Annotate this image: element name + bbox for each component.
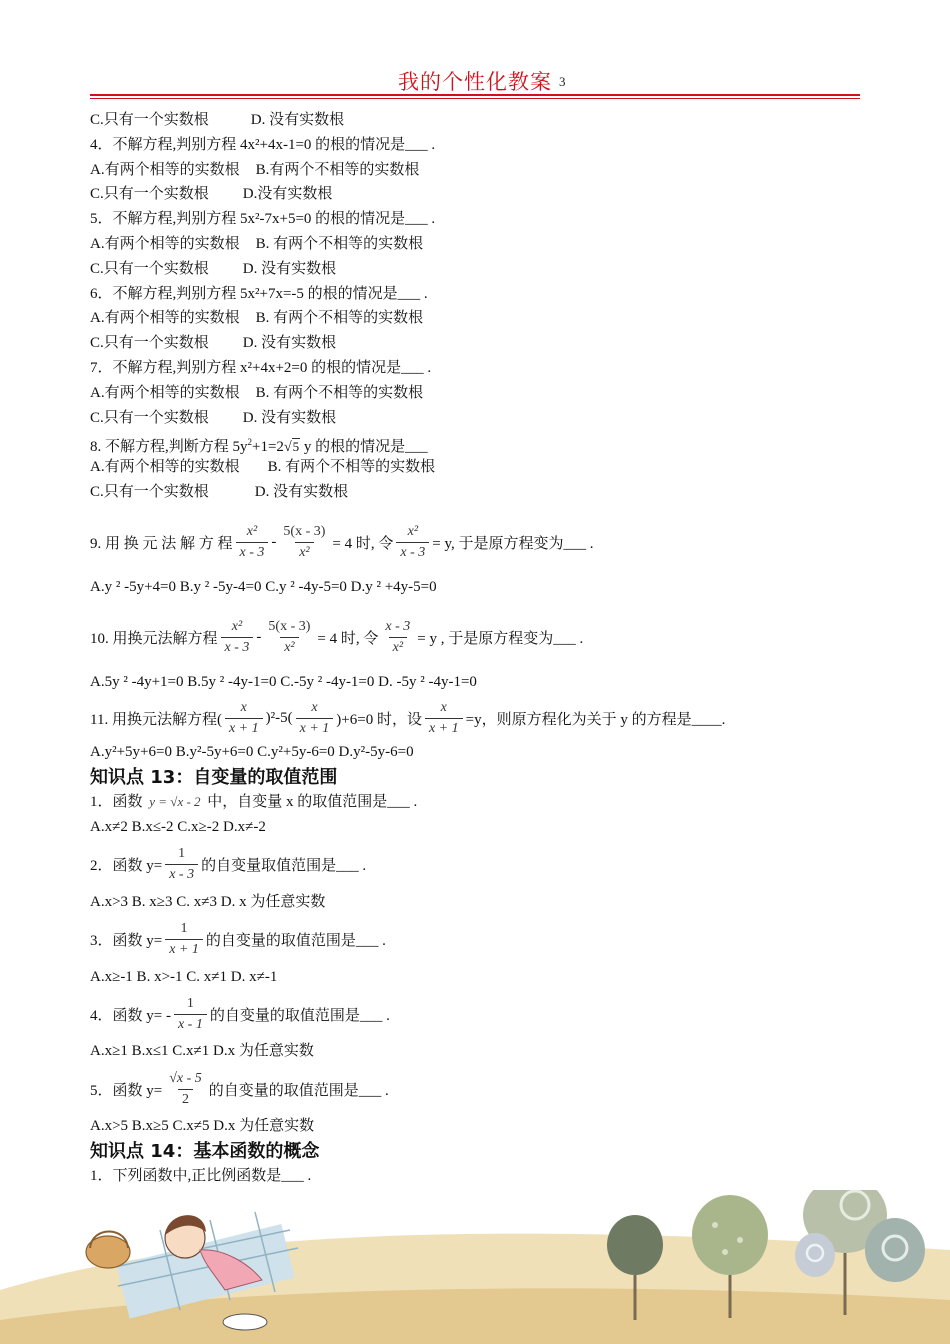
q9-mid: = 4 时, 令 xyxy=(332,536,394,553)
q10-suffix: = y , 于是原方程变为___ . xyxy=(417,631,584,648)
fraction-denominator: x + 1 xyxy=(296,718,334,738)
q9-fraction-1 xyxy=(236,523,269,562)
tree-dot xyxy=(722,1249,728,1255)
section-13-heading: 知识点 13：自变量的取值范围 xyxy=(90,767,338,789)
q9-fraction-2 xyxy=(279,523,329,562)
fraction-denominator: 2 xyxy=(178,1089,193,1109)
q6-option-d: D. 没有实数根 xyxy=(242,335,337,352)
s13-q2-pre: 2．函数 y= xyxy=(90,858,163,875)
s13-q5-post: 的自变量的取值范围是___ . xyxy=(208,1082,389,1099)
s13-q1-stem xyxy=(90,790,860,815)
q7-option-a: A.有两个相等的实数根 xyxy=(90,384,240,401)
s13-q1-expr: y = √x - 2 xyxy=(149,794,201,810)
q8-option-d: D. 没有实数根 xyxy=(254,483,349,500)
q11-part: )+6=0 时，设 xyxy=(336,711,422,728)
s13-q3-stem xyxy=(90,915,860,965)
q10-fraction-3 xyxy=(381,618,414,657)
q6-option-a: A.有两个相等的实数根 xyxy=(90,310,240,327)
fraction-numerator: x² xyxy=(407,524,419,540)
document-body xyxy=(90,108,860,1189)
fraction-denominator: x - 3 xyxy=(236,542,269,562)
s13-q3-fraction xyxy=(165,920,203,959)
q9-prefix: 9. 用 换 元 法 解 方 程 xyxy=(90,536,233,553)
q8-stem-part: +1=2 xyxy=(252,439,284,456)
s13-q4-stem xyxy=(90,989,860,1039)
q4-option-c: C.只有一个实数根 xyxy=(90,186,209,203)
q8-sqrt-radicand: 5 xyxy=(292,439,300,455)
tree-icon xyxy=(795,1233,835,1277)
q10-stem xyxy=(90,614,860,662)
q7-options-ab xyxy=(90,381,860,406)
fraction-numerator: x² xyxy=(231,619,243,635)
q5-option-b: B. 有两个不相等的实数根 xyxy=(255,235,424,252)
q8-stem: 8. 不解方程,判断方程 $5y^2+1=2√5$ y 的根的情况是___ xyxy=(90,437,428,456)
s13-q4-post: 的自变量的取值范围是___ . xyxy=(209,1007,390,1024)
q10-fraction-2 xyxy=(264,618,314,657)
fraction-denominator: x² xyxy=(295,542,313,562)
q5-options-ab xyxy=(90,232,860,257)
q3-option-c: C.只有一个实数根 xyxy=(90,112,209,128)
s13-q3-options: A.x≥-1 B. x>-1 C. x≠1 D. x≠-1 xyxy=(90,968,278,985)
q11-fraction-3 xyxy=(425,699,463,738)
q7-option-c: C.只有一个实数根 xyxy=(90,409,209,426)
q11-prefix: 11. 用换元法解方程( xyxy=(90,711,222,728)
s13-q4-options: A.x≥1 B.x≤1 C.x≠1 D.x 为任意实数 xyxy=(90,1043,314,1060)
s13-q3-post: 的自变量的取值范围是___ . xyxy=(205,933,386,950)
q9-options: A.y ² -5y+4=0 B.y ² -5y-4=0 C.y ² -4y-5=0 D.y ² +4y-5=0 xyxy=(90,578,437,595)
q8-option-a: A.有两个相等的实数根 xyxy=(90,459,240,476)
q8-stem-part: 8. 不解方程,判断方程 5y xyxy=(90,439,248,456)
cat-icon xyxy=(223,1314,267,1330)
fraction-numerator: 1 xyxy=(186,995,194,1011)
section-14-heading: 知识点 14：基本函数的概念 xyxy=(90,1140,320,1162)
q8-option-c: C.只有一个实数根 xyxy=(90,483,209,500)
q11-stem xyxy=(90,696,860,740)
tree-dot xyxy=(737,1237,743,1243)
q10-options: A.5y ² -4y+1=0 B.5y ² -4y-1=0 C.-5y ² -4y-1=0 D. -5y ² -4y-1=0 xyxy=(90,673,477,690)
fraction-denominator: x - 3 xyxy=(396,542,429,562)
q5-options-cd xyxy=(90,257,860,282)
s13-q2-fraction xyxy=(165,845,198,884)
q10-mid: = 4 时, 令 xyxy=(317,631,379,648)
tree-icon xyxy=(692,1195,768,1275)
s13-q2-stem xyxy=(90,840,860,890)
fraction-numerator: x² xyxy=(246,524,258,540)
q9-stem xyxy=(90,519,860,567)
q9-suffix: = y, 于是原方程变为___ . xyxy=(432,536,594,553)
q11-fraction-1 xyxy=(225,699,263,738)
q8-option-b: B. 有两个不相等的实数根 xyxy=(267,459,436,476)
q9-fraction-3 xyxy=(396,523,429,562)
tree-dot xyxy=(712,1222,718,1228)
tree-icon xyxy=(865,1218,925,1282)
q8-options-cd xyxy=(90,480,860,505)
q11-options: A.y²+5y+6=0 B.y²-5y+6=0 C.y²+5y-6=0 D.y²-5y-6=0 xyxy=(90,744,414,761)
q6-options-ab xyxy=(90,306,860,331)
q11-part: )²-5( xyxy=(265,709,293,726)
fraction-numerator: x xyxy=(440,699,447,715)
s13-q1-pre: 1．函数 xyxy=(90,794,143,811)
s13-q1-options: A.x≠2 B.x≤-2 C.x≥-2 D.x≠-2 xyxy=(90,818,266,835)
s13-q5-stem xyxy=(90,1064,860,1114)
q3-options-cd xyxy=(90,108,860,133)
fraction-numerator: 5(x - 3) xyxy=(268,619,311,635)
fraction-numerator: √x - 5 xyxy=(169,1070,202,1086)
s13-q2-post: 的自变量取值范围是___ . xyxy=(201,858,367,875)
fraction-numerator: x xyxy=(240,699,247,715)
q7-option-b: B. 有两个不相等的实数根 xyxy=(255,384,424,401)
s13-q3-pre: 3．函数 y= xyxy=(90,933,163,950)
s14-q1-stem: 1．下列函数中,正比例函数是___ . xyxy=(90,1167,312,1184)
fraction-denominator: x² xyxy=(389,637,407,657)
q5-stem: 5．不解方程,判别方程 5x²-7x+5=0 的根的情况是___ . xyxy=(90,211,436,228)
fraction-numerator: 1 xyxy=(178,846,186,862)
s13-q4-pre: 4．函数 y= - xyxy=(90,1007,171,1024)
fraction-numerator: 5(x - 3) xyxy=(283,524,326,540)
q8-stem-part: y 的根的情况是___ xyxy=(303,439,428,456)
footer-illustration xyxy=(0,1190,950,1344)
q7-options-cd xyxy=(90,406,860,431)
q3-option-d: D. 没有实数根 xyxy=(250,112,345,128)
page-header xyxy=(90,62,860,102)
fraction-denominator: x - 3 xyxy=(165,864,198,884)
q11-fraction-2 xyxy=(296,699,334,738)
q8-options-ab xyxy=(90,455,860,480)
q4-option-d: D.没有实数根 xyxy=(242,186,333,203)
s13-q2-options: A.x>3 B. x≥3 C. x≠3 D. x 为任意实数 xyxy=(90,893,326,910)
s13-q5-options: A.x>5 B.x≥5 C.x≠5 D.x 为任意实数 xyxy=(90,1118,315,1135)
page-number: 3 xyxy=(559,74,566,89)
tree-icon xyxy=(607,1215,663,1275)
q10-fraction-1 xyxy=(221,618,254,657)
q7-stem: 7．不解方程,判别方程 x²+4x+2=0 的根的情况是___ . xyxy=(90,359,432,376)
s13-q5-fraction xyxy=(165,1070,206,1109)
q5-option-c: C.只有一个实数根 xyxy=(90,260,209,277)
sqrt-symbol: √ xyxy=(283,440,292,456)
fraction-denominator: x + 1 xyxy=(225,718,263,738)
fraction-denominator: x - 3 xyxy=(221,637,254,657)
header-title: 我的个性化教案 xyxy=(398,70,552,94)
header-rule-thick xyxy=(90,94,860,96)
q4-options-cd xyxy=(90,182,860,207)
s13-q1-post: 中，自变量 x 的取值范围是___ . xyxy=(207,794,418,811)
q6-option-c: C.只有一个实数根 xyxy=(90,335,209,352)
q5-option-a: A.有两个相等的实数根 xyxy=(90,235,240,252)
minus-sign: - xyxy=(256,629,262,646)
q6-stem: 6．不解方程,判别方程 5x²+7x=-5 的根的情况是___ . xyxy=(90,285,428,302)
header-rule-thin xyxy=(90,98,860,99)
q11-suffix: =y，则原方程化为关于 y 的方程是____. xyxy=(465,711,726,728)
fraction-denominator: x + 1 xyxy=(165,939,203,959)
s13-q4-fraction xyxy=(174,995,207,1034)
q10-prefix: 10. 用换元法解方程 xyxy=(90,631,218,648)
q6-options-cd xyxy=(90,331,860,356)
q4-stem: 4．不解方程,判别方程 4x²+4x-1=0 的根的情况是___ . xyxy=(90,136,436,153)
fraction-numerator: x - 3 xyxy=(385,619,411,635)
fraction-numerator: 1 xyxy=(180,921,188,937)
s13-q5-pre: 5．函数 y= xyxy=(90,1082,163,1099)
minus-sign: - xyxy=(271,534,277,551)
q4-option-b: B.有两个不相等的实数根 xyxy=(255,161,420,178)
q4-option-a: A.有两个相等的实数根 xyxy=(90,161,240,178)
q4-options-ab xyxy=(90,158,860,183)
q7-option-d: D. 没有实数根 xyxy=(242,409,337,426)
fraction-numerator: x xyxy=(311,699,318,715)
q5-option-d: D. 没有实数根 xyxy=(242,260,337,277)
fraction-denominator: x - 1 xyxy=(174,1014,207,1034)
q6-option-b: B. 有两个不相等的实数根 xyxy=(255,310,424,327)
fraction-denominator: x + 1 xyxy=(425,718,463,738)
fraction-denominator: x² xyxy=(280,637,298,657)
